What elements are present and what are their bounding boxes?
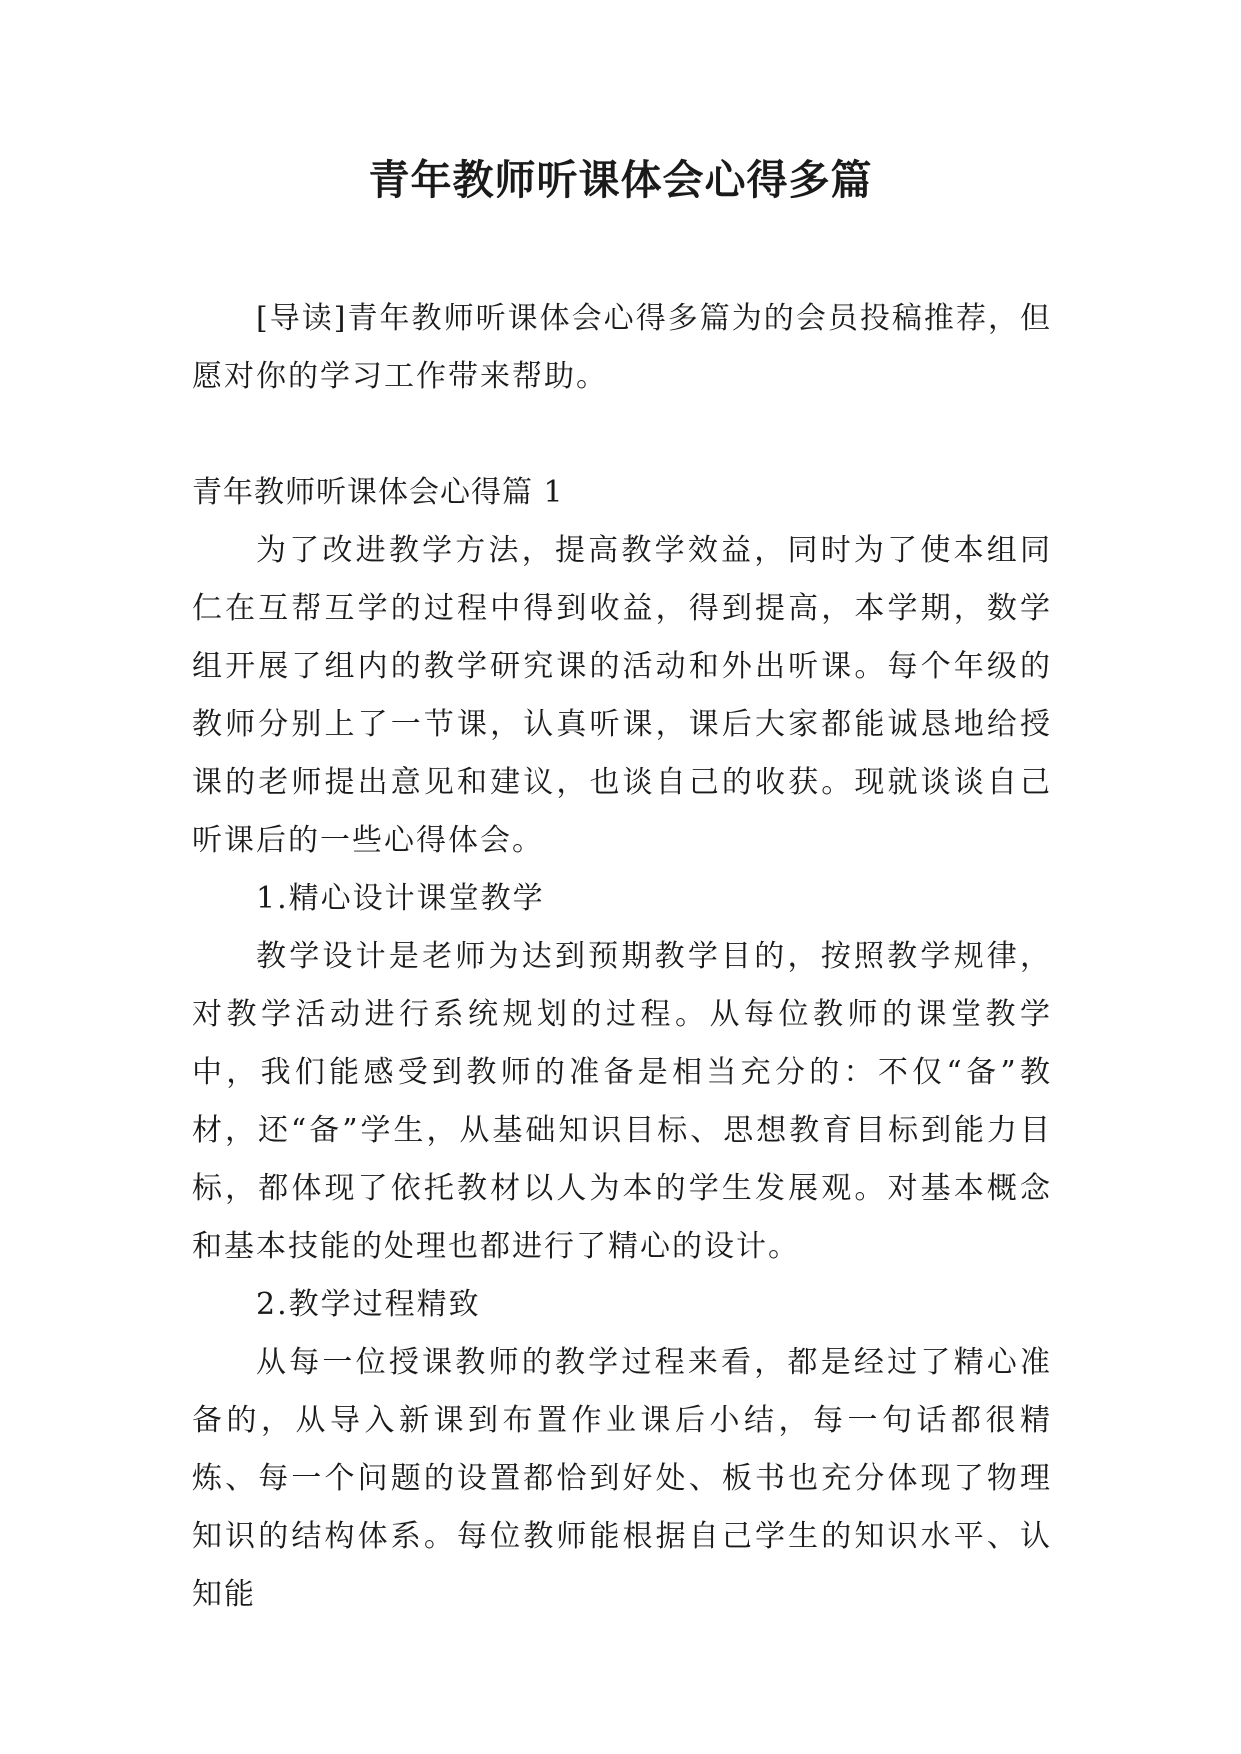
body-paragraph: 为了改进教学方法，提高教学效益，同时为了使本组同仁在互帮互学的过程中得到收益，得到提高，本学期，数学组开展了组内的教学研究课的活动和外出听课。每个年级的教师分别上了一节课，认真听课，课后大家都能诚恳地给授课的老师提出意见和建议，也谈自己的收获。现就谈谈自己听课后的一些心得体会。 xyxy=(192,533,1052,858)
intro-paragraph: [导读]青年教师听课体会心得多篇为的会员投稿推荐，但愿对你的学习工作带来帮助。 xyxy=(192,301,1052,394)
document-body xyxy=(192,290,1052,1624)
subheading-process: 2.教学过程精致 xyxy=(256,1287,481,1322)
body-paragraph: 教学设计是老师为达到预期教学目的，按照教学规律，对教学活动进行系统规划的过程。从每位教师的课堂教学中，我们能感受到教师的准备是相当充分的：不仅“备”教材，还“备”学生，从基础知识目标、思想教育目标到能力目标，都体现了依托教材以人为本的学生发展观。对基本概念和基本技能的处理也都进行了精心的设计。 xyxy=(192,939,1052,1264)
paragraph-spacer xyxy=(192,406,1052,464)
subheading-design: 1.精心设计课堂教学 xyxy=(256,881,545,916)
body-paragraph: 从每一位授课教师的教学过程来看，都是经过了精心准备的，从导入新课到布置作业课后小结，每一句话都很精炼、每一个问题的设置都恰到好处、板书也充分体现了物理知识的结构体系。每位教师能根据自己学生的知识水平、认知能 xyxy=(192,1345,1052,1612)
section-heading: 青年教师听课体会心得篇 1 xyxy=(192,475,564,510)
document-title: 青年教师听课体会心得多篇 xyxy=(368,156,873,204)
